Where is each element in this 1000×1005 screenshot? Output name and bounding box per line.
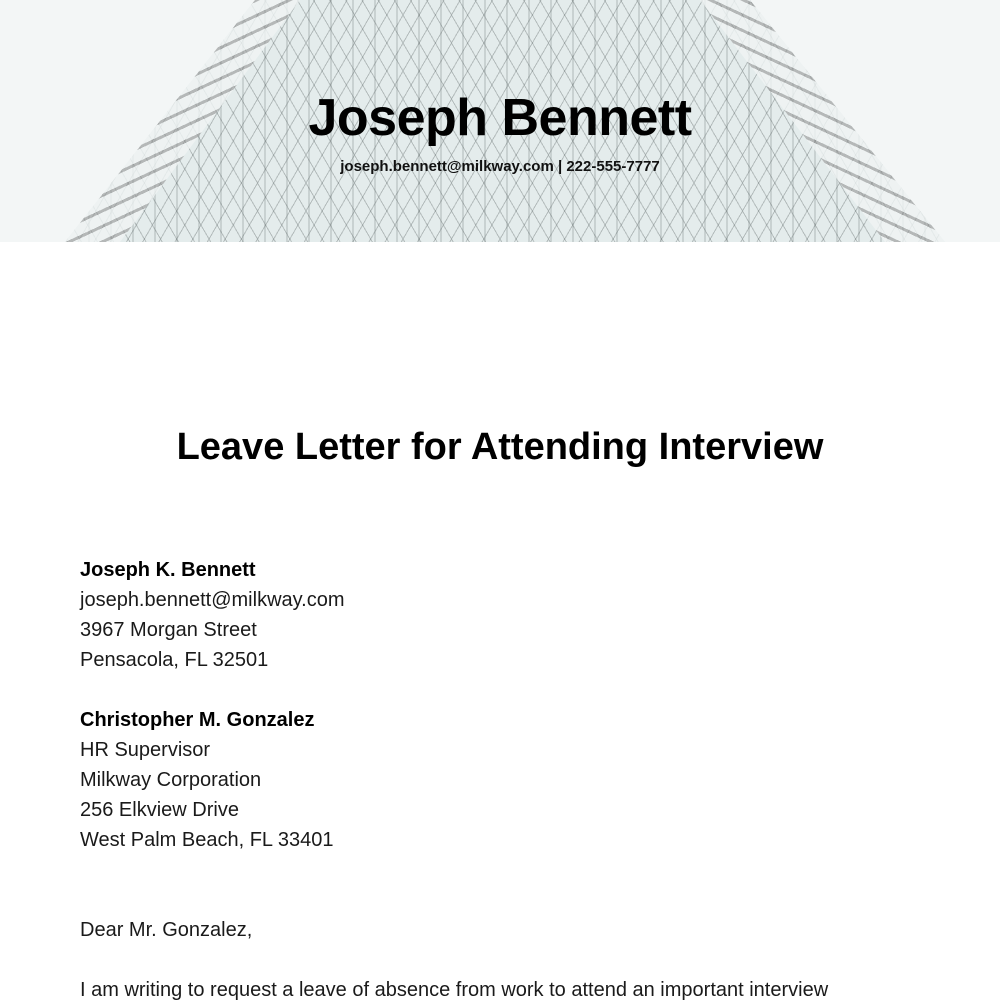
salutation: Dear Mr. Gonzalez, — [80, 919, 253, 941]
recipient-name: Christopher M. Gonzalez — [80, 709, 315, 731]
sender-email: joseph.bennett@milkway.com — [80, 589, 345, 611]
sender-name: Joseph K. Bennett — [80, 559, 256, 581]
header-contact: joseph.bennett@milkway.com | 222-555-7777 — [340, 158, 660, 175]
recipient-company: Milkway Corporation — [80, 769, 262, 791]
recipient-role: HR Supervisor — [80, 739, 211, 761]
paragraph: I am writing to request a leave of absence from work to attend an important interview — [80, 979, 829, 1001]
recipient-city: West Palm Beach, FL 33401 — [80, 829, 334, 851]
sender-city: Pensacola, FL 32501 — [80, 649, 269, 671]
header-banner — [0, 0, 1000, 242]
recipient-street: 256 Elkview Drive — [80, 799, 239, 821]
header-name: Joseph Bennett — [308, 89, 692, 147]
letter-body — [80, 555, 920, 1005]
document-title: Leave Letter for Attending Interview — [176, 426, 824, 468]
sender-street: 3967 Morgan Street — [80, 619, 257, 641]
